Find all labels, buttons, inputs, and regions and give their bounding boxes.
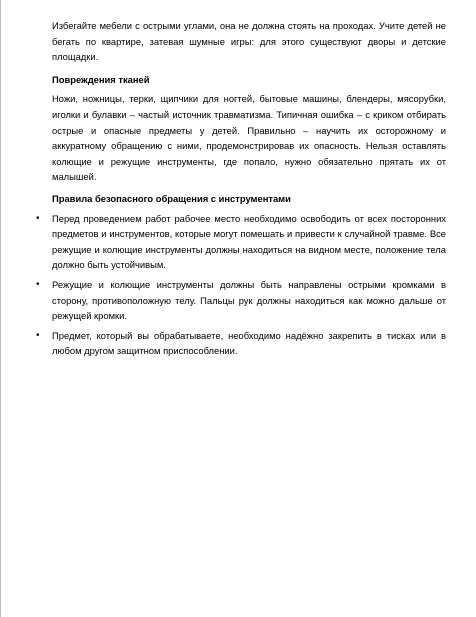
bullet-icon: •: [36, 329, 40, 341]
bullet-icon: •: [36, 212, 40, 224]
bullet-icon: •: [36, 278, 40, 290]
list-item: [36, 328, 446, 359]
tissue-injuries-paragraph: Ножи, ножницы, терки, щипчики для ногтей, бытовые машины, блендеры, мясорубки, иголки и булавки – частый источник травматизма. Типичная ошибка – с криком отбирать острые и опасные предметы у детей. Правильно – научить их осторожному и аккуратному обращению с ними, продемонстрировав их опасность. Нельзя оставлять колющие и режущие инструменты, где попало, нужно обязательно прятать их от малышей.: [52, 93, 446, 183]
intro-paragraph: Избегайте мебели с острыми углами, она не должна стоять на проходах. Учите детей не бегать по квартире, затевая шумные игры: для этого существуют дворы и детские площадки.: [52, 20, 446, 63]
tool-safety-list: [36, 211, 446, 359]
document-body: [36, 18, 446, 363]
list-item: [36, 211, 446, 273]
list-item-text: Режущие и колющие инструменты должны быть направлены острыми кромками в сторону, противоположную телу. Пальцы рук должны находиться как можно дальше от режущей кромки.: [52, 278, 446, 322]
heading-tissue-injuries: Повреждения тканей: [52, 73, 150, 85]
heading-tool-safety-rules: Правила безопасного обращения с инструментами: [52, 192, 291, 204]
list-item: [36, 277, 446, 324]
list-item-text: Предмет, который вы обрабатываете, необходимо надёжно закрепить в тисках или в любом другом защитном приспособлении.: [52, 329, 446, 357]
list-item-text: Перед проведением работ рабочее место необходимо освободить от всех посторонних предметов и инструментов, которые могут помешать и привести к случайной травме. Все режущие и колющие инструменты должны находиться на видном месте, положение тела должно быть устойчивым.: [52, 212, 446, 271]
